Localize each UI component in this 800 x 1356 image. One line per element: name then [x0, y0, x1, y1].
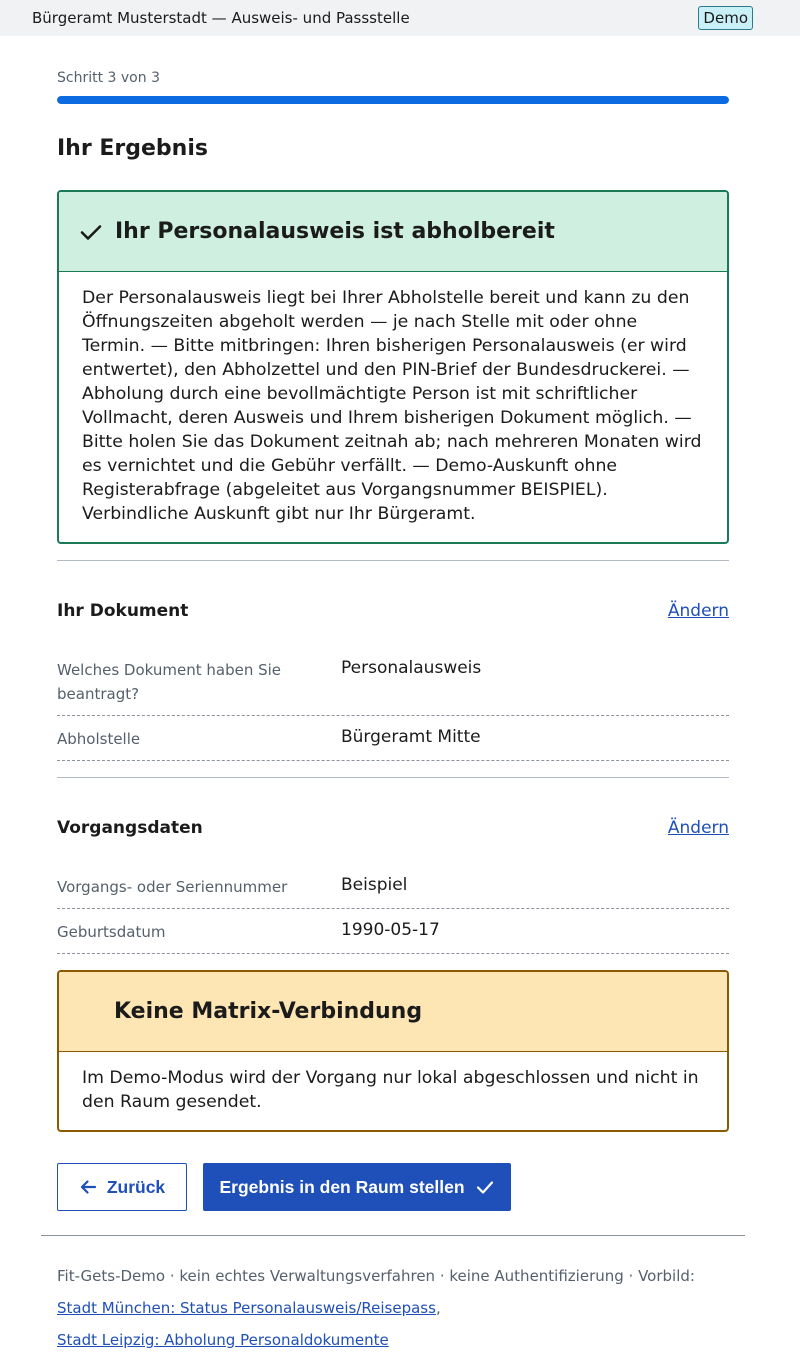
progress-bar: [57, 96, 729, 104]
arrow-left-icon: [79, 1178, 97, 1196]
result-notice-title: Ihr Personalausweis ist abholbereit: [115, 219, 555, 244]
result-notice-body: Der Personalausweis liegt bei Ihrer Abholstelle bereit und kann zu den Öffnungszeiten abgeholt werden — je nach Stelle mit oder ohne Termin. — Bitte mitbringen: Ihren bisherigen Personalausweis (er wird entwertet), den Abholzettel und den PIN-Brief der Bundesdruckerei. — Abholung durch eine bevollmächtigte Person ist mit schriftlicher Vollmacht, deren Ausweis und Ihrem bisherigen Dokument möglich. — Bitte holen Sie das Dokument zeitnah ab; nach mehreren Monaten wird es vernichtet und die Gebühr verfällt. — Demo-Auskunft ohne Registerabfrage (abgeleitet aus Vorgangsnummer BEISPIEL). Verbindliche Auskunft gibt nur Ihr Bürgeramt.: [82, 288, 702, 524]
footer-links: [57, 1292, 729, 1324]
warning-notice-title: Keine Matrix-Verbindung: [114, 999, 423, 1024]
summary-row: [57, 909, 729, 954]
edit-case-data-link[interactable]: Ändern: [667, 818, 729, 838]
action-bar: [57, 1163, 729, 1211]
demo-badge: Demo: [698, 6, 753, 30]
back-button-label: Zurück: [106, 1176, 166, 1197]
summary-row: [57, 716, 729, 761]
section-header: [57, 778, 729, 878]
summary-key: Vorgangs- oder Seriennummer: [57, 878, 288, 896]
check-icon: [475, 1177, 495, 1197]
warning-notice-body: Im Demo-Modus wird der Vorgang nur lokal abgeschlossen und nicht in den Raum gesendet.: [82, 1068, 699, 1112]
summary-section-document: [57, 560, 729, 761]
result-notice-header: [59, 192, 727, 272]
footer-text: Fit-Gets-Demo · kein echtes Verwaltungsverfahren · keine Authentifizierung · Vorbild:: [57, 1267, 695, 1285]
main-content: [57, 70, 729, 1211]
edit-document-link[interactable]: Ändern: [667, 601, 729, 621]
footer-separator: ,: [435, 1299, 441, 1317]
result-notice: [57, 190, 729, 544]
top-bar: [0, 0, 800, 36]
page-title: Ihr Ergebnis: [57, 136, 208, 161]
summary-key: Abholstelle: [57, 730, 141, 748]
summary-key: Geburtsdatum: [57, 923, 166, 941]
back-button[interactable]: [57, 1163, 187, 1211]
check-icon: [79, 220, 103, 244]
summary-key: Welches Dokument haben Sie beantragt?: [57, 661, 282, 703]
submit-button-label: Ergebnis in den Raum stellen: [219, 1176, 465, 1197]
summary-value: Personalausweis: [341, 658, 482, 678]
warning-notice: [57, 970, 729, 1132]
summary-row: [57, 864, 729, 909]
summary-value: Beispiel: [341, 875, 408, 895]
footer-link-munich[interactable]: Stadt München: Status Personalausweis/Reisepass: [57, 1299, 436, 1317]
summary-value: 1990-05-17: [341, 920, 440, 940]
summary-value: Bürgeramt Mitte: [341, 727, 481, 747]
section-title: Ihr Dokument: [57, 601, 189, 621]
site-brand: Bürgeramt Musterstadt — Ausweis- und Passstelle: [32, 9, 410, 27]
summary-row: [57, 647, 729, 716]
footer-link-leipzig[interactable]: Stadt Leipzig: Abholung Personaldokumente: [57, 1331, 389, 1349]
step-indicator: Schritt 3 von 3: [57, 70, 160, 86]
submit-result-button[interactable]: [203, 1163, 511, 1211]
page-footer: [41, 1235, 745, 1356]
summary-section-case-data: [57, 777, 729, 954]
progress-bar-fill: [57, 96, 729, 104]
section-title: Vorgangsdaten: [57, 818, 203, 838]
warning-notice-header: [59, 972, 727, 1052]
section-header: [57, 561, 729, 661]
